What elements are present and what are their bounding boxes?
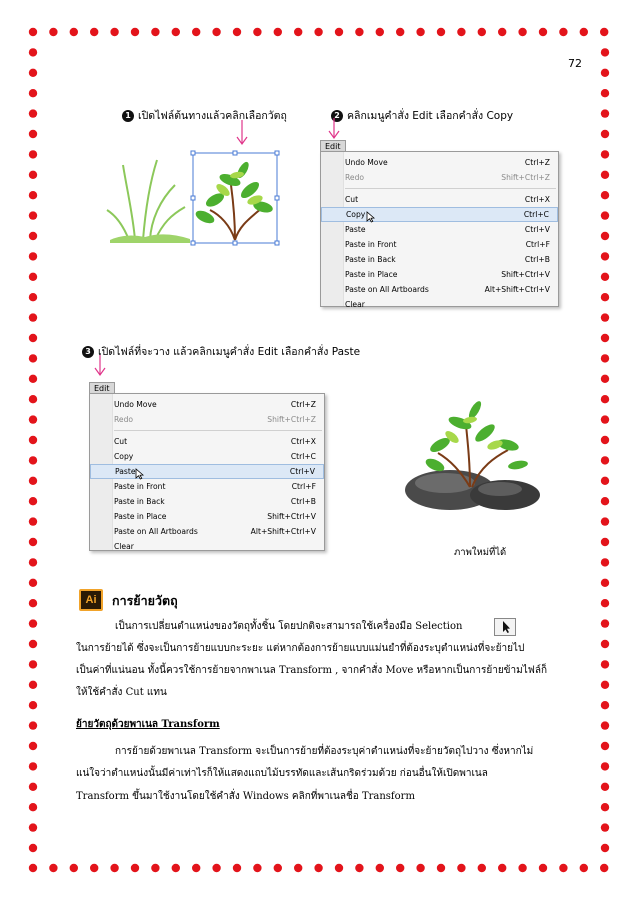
paragraph-2-line-3: Transform ขึ้นมาใช้งานโดยใช้คำสั่ง Windows คลิกที่พาเนลชื่อ Transform	[76, 791, 415, 802]
menu-item-shortcut: Shift+Ctrl+Z	[501, 173, 550, 182]
page-number: 72	[568, 57, 582, 70]
menu-item-shortcut: Alt+Shift+Ctrl+V	[484, 285, 550, 294]
menu-item-cut[interactable]	[90, 434, 324, 449]
step-number-badge: 2	[331, 110, 343, 122]
edit-dropdown	[89, 393, 325, 551]
menu-item-paste[interactable]	[321, 222, 558, 237]
menu-item-copy[interactable]	[90, 449, 324, 464]
edit-menu-tab[interactable]: Edit	[89, 382, 115, 395]
menu-item-undo-move[interactable]	[90, 397, 324, 412]
menu-item-paste-in-back[interactable]	[321, 252, 558, 267]
new-image-caption: ภาพใหม่ที่ได้	[454, 547, 507, 558]
paragraph-1-line-2: ในการย้ายได้ ซึ่งจะเป็นการย้ายแบบกะระยะ แต่หากต้องการย้ายแบบแม่นยำที่ต้องระบุตำแหน่งที่จะย้ายไป	[76, 643, 525, 654]
paragraph-2-line-1: การย้ายด้วยพาเนล Transform จะเป็นการย้ายที่ต้องระบุค่าตำแหน่งที่จะย้ายวัตถุไปวาง ซึ่งหากไม่	[115, 746, 534, 757]
menu-item-cut[interactable]	[321, 192, 558, 207]
menu-item-label: Paste on All Artboards	[345, 285, 429, 294]
menu-item-clear[interactable]	[321, 297, 558, 312]
menu-item-shortcut: Ctrl+V	[289, 467, 315, 476]
menu-item-paste-in-front[interactable]	[321, 237, 558, 252]
section-title: การย้ายวัตถุ	[112, 593, 178, 608]
subheading: ย้ายวัตถุด้วยพาเนล Transform	[76, 719, 220, 730]
menu-item-paste-in-front[interactable]	[90, 479, 324, 494]
menu-item-shortcut: Ctrl+F	[525, 240, 550, 249]
paragraph-1-line-1: เป็นการเปลี่ยนตำแหน่งของวัตถุทั้งชิ้น โดยปกติจะสามารถใช้เครื่องมือ Selection	[115, 621, 463, 632]
menu-item-shortcut: Alt+Shift+Ctrl+V	[250, 527, 316, 536]
down-arrow-icon	[94, 355, 106, 377]
menu-item-undo-move[interactable]	[321, 155, 558, 170]
step-1-text: เปิดไฟล์ต้นทางแล้วคลิกเลือกวัตถุ	[138, 110, 287, 122]
menu-item-paste-in-place[interactable]	[321, 267, 558, 282]
menu-item-paste-on-all-artboards[interactable]	[321, 282, 558, 297]
menu-separator	[114, 430, 322, 431]
menu-item-shortcut: Ctrl+Z	[524, 158, 550, 167]
menu-item-label: Paste in Place	[114, 512, 167, 521]
step-number-badge: 1	[122, 110, 134, 122]
menu-item-label: Undo Move	[114, 400, 157, 409]
menu-item-paste[interactable]	[90, 464, 324, 479]
edit-menu-tab[interactable]: Edit	[320, 140, 346, 153]
menu-item-shortcut: Ctrl+B	[290, 497, 316, 506]
step-2-text: คลิกเมนูคำสั่ง Edit เลือกคำสั่ง Copy	[347, 110, 514, 122]
selection-tool-icon	[494, 618, 516, 636]
menu-item-label: Redo	[114, 415, 134, 424]
menu-item-label: Clear	[114, 542, 134, 551]
menu-item-shortcut: Shift+Ctrl+V	[501, 270, 550, 279]
menu-item-label: Clear	[345, 300, 365, 309]
step-2-label	[331, 107, 513, 124]
menu-item-label: Cut	[114, 437, 128, 446]
menu-item-clear[interactable]	[90, 539, 324, 554]
menu-separator	[345, 188, 556, 189]
menu-item-label: Redo	[345, 173, 365, 182]
menu-item-shortcut: Ctrl+B	[524, 255, 550, 264]
menu-item-label: Cut	[345, 195, 359, 204]
menu-item-label: Paste in Front	[114, 482, 166, 491]
menu-item-label: Undo Move	[345, 158, 388, 167]
menu-item-label: Copy	[346, 210, 366, 219]
paragraph-2-line-2: แน่ใจว่าตำแหน่งนั้นมีค่าเท่าไรก็ให้แสดงแถบไม้บรรทัดและเส้นกริดร่วมด้วย ก่อนอื่นให้เปิดพาเนล	[76, 768, 488, 779]
menu-item-shortcut: Ctrl+V	[524, 225, 550, 234]
menu-item-shortcut: Ctrl+X	[290, 437, 316, 446]
menu-item-label: Paste in Back	[114, 497, 165, 506]
menu-item-redo[interactable]	[90, 412, 324, 427]
illustrator-logo-icon: Ai	[79, 589, 103, 611]
menu-item-paste-in-back[interactable]	[90, 494, 324, 509]
edit-dropdown	[320, 151, 559, 307]
menu-item-shortcut: Ctrl+C	[290, 452, 316, 461]
menu-item-copy[interactable]	[321, 207, 558, 222]
paragraph-1-line-4: ให้ใช้คำสั่ง Cut แทน	[76, 687, 167, 698]
menu-item-shortcut: Ctrl+Z	[290, 400, 316, 409]
menu-item-shortcut: Ctrl+F	[291, 482, 316, 491]
menu-item-label: Paste in Back	[345, 255, 396, 264]
menu-item-paste-in-place[interactable]	[90, 509, 324, 524]
plant-on-rocks-illustration	[400, 395, 545, 515]
step-1-label	[122, 107, 287, 124]
step-number-badge: 3	[82, 346, 94, 358]
menu-item-redo[interactable]	[321, 170, 558, 185]
menu-item-shortcut: Ctrl+X	[524, 195, 550, 204]
menu-item-label: Paste in Place	[345, 270, 398, 279]
menu-item-shortcut: Shift+Ctrl+V	[267, 512, 316, 521]
paragraph-1-line-3: เป็นค่าที่แน่นอน ทั้งนี้ควรใช้การย้ายจากพาเนล Transform , จากคำสั่ง Move หรือหากเป็นการย้ายข้ามไฟล์ก็	[76, 665, 548, 676]
menu-item-label: Paste	[345, 225, 366, 234]
menu-item-label: Copy	[114, 452, 134, 461]
down-arrow-icon	[236, 120, 248, 146]
menu-item-label: Paste on All Artboards	[114, 527, 198, 536]
menu-item-shortcut: Ctrl+C	[523, 210, 549, 219]
down-arrow-icon	[328, 118, 340, 140]
step-3-label	[82, 343, 360, 360]
menu-item-shortcut: Shift+Ctrl+Z	[267, 415, 316, 424]
menu-item-paste-on-all-artboards[interactable]	[90, 524, 324, 539]
step-3-text: เปิดไฟล์ที่จะวาง แล้วคลิกเมนูคำสั่ง Edit เลือกคำสั่ง Paste	[98, 346, 361, 358]
menu-item-label: Paste in Front	[345, 240, 397, 249]
menu-item-label: Paste	[115, 467, 136, 476]
selected-plant-illustration	[105, 145, 285, 255]
